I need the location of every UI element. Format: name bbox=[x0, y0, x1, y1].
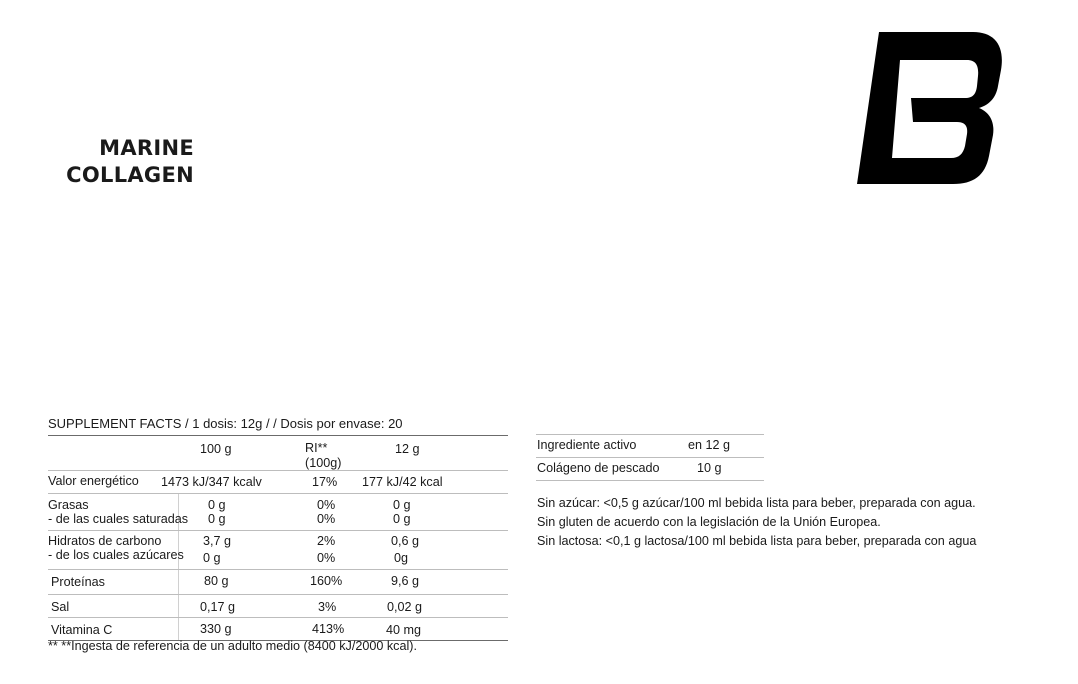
per-dose-value: 0g bbox=[394, 551, 409, 565]
row-label: - de los cuales azúcares bbox=[48, 548, 184, 562]
row-label: Sal bbox=[51, 600, 70, 614]
row-label: Hidratos de carbono bbox=[48, 534, 162, 548]
ingredient-header-amount: en 12 g bbox=[688, 438, 731, 452]
per-dose-value: 0,02 g bbox=[387, 600, 423, 614]
brand-logo bbox=[855, 28, 1005, 188]
note-gluten: Sin gluten de acuerdo con la legislación de la Unión Europea. bbox=[537, 515, 881, 529]
per100-value: 80 g bbox=[204, 574, 229, 588]
claims-notes bbox=[537, 494, 976, 551]
table-row bbox=[48, 494, 508, 531]
per100-value: 0 g bbox=[208, 512, 226, 526]
footnote: ** **Ingesta de referencia de un adulto medio (8400 kJ/2000 kcal). bbox=[48, 639, 417, 653]
column-divider bbox=[178, 595, 179, 617]
table-row bbox=[48, 595, 508, 618]
ingredient-amount: 10 g bbox=[697, 461, 722, 475]
nutrition-table bbox=[48, 435, 508, 641]
table-header-row bbox=[48, 435, 508, 471]
per100-value: 1473 kJ/347 kcalv bbox=[161, 475, 262, 489]
ri-value: 2% bbox=[317, 534, 336, 548]
ingredient-table bbox=[536, 434, 764, 481]
column-divider bbox=[178, 618, 179, 640]
product-title bbox=[14, 135, 194, 189]
ri-value: 17% bbox=[312, 475, 338, 489]
ri-value: 0% bbox=[317, 512, 336, 526]
facts-title: SUPPLEMENT FACTS / 1 dosis: 12g / / Dosis por envase: 20 bbox=[48, 416, 403, 431]
per-dose-value: 9,6 g bbox=[391, 574, 420, 588]
ri-value: 0% bbox=[317, 551, 336, 565]
ingredient-header-label: Ingrediente activo bbox=[537, 438, 637, 452]
per-dose-value: 0,6 g bbox=[391, 534, 420, 548]
per-dose-value: 40 mg bbox=[386, 623, 422, 637]
logo-letter-b bbox=[857, 32, 1002, 184]
product-title-line2: COLLAGEN bbox=[66, 163, 194, 187]
table-row bbox=[48, 618, 508, 641]
per-dose-value: 177 kJ/42 kcal bbox=[362, 475, 443, 489]
per100-value: 0 g bbox=[208, 498, 226, 512]
product-title-line1: MARINE bbox=[99, 136, 194, 160]
note-sugar: Sin azúcar: <0,5 g azúcar/100 ml bebida lista para beber, preparada con agua. bbox=[537, 496, 976, 510]
per-dose-value: 0 g bbox=[393, 498, 411, 512]
per100-value: 0,17 g bbox=[200, 600, 236, 614]
header-ri-basis: (100g) bbox=[305, 456, 342, 470]
ri-value: 3% bbox=[318, 600, 337, 614]
per100-value: 3,7 g bbox=[203, 534, 232, 548]
row-label: Valor energético bbox=[48, 474, 139, 488]
ingredient-header-row bbox=[536, 434, 764, 458]
per-dose-value: 0 g bbox=[393, 512, 411, 526]
ri-value: 413% bbox=[312, 622, 345, 636]
ri-value: 0% bbox=[317, 498, 336, 512]
row-label: - de las cuales saturadas bbox=[48, 512, 189, 526]
header-per100: 100 g bbox=[200, 442, 232, 456]
per100-value: 0 g bbox=[203, 551, 221, 565]
row-label: Vitamina C bbox=[51, 623, 113, 637]
ingredient-label: Colágeno de pescado bbox=[537, 461, 660, 475]
row-label: Proteínas bbox=[51, 575, 105, 589]
column-divider bbox=[178, 570, 179, 594]
row-label: Grasas bbox=[48, 498, 89, 512]
note-lactose: Sin lactosa: <0,1 g lactosa/100 ml bebida lista para beber, preparada con agua bbox=[537, 534, 977, 548]
table-row bbox=[48, 471, 508, 494]
per100-value: 330 g bbox=[200, 622, 232, 636]
header-ri: RI** bbox=[305, 441, 328, 455]
ingredient-row bbox=[536, 458, 764, 481]
table-row bbox=[48, 570, 508, 595]
ri-value: 160% bbox=[310, 574, 343, 588]
table-row bbox=[48, 531, 508, 570]
header-per-dose: 12 g bbox=[395, 442, 420, 456]
